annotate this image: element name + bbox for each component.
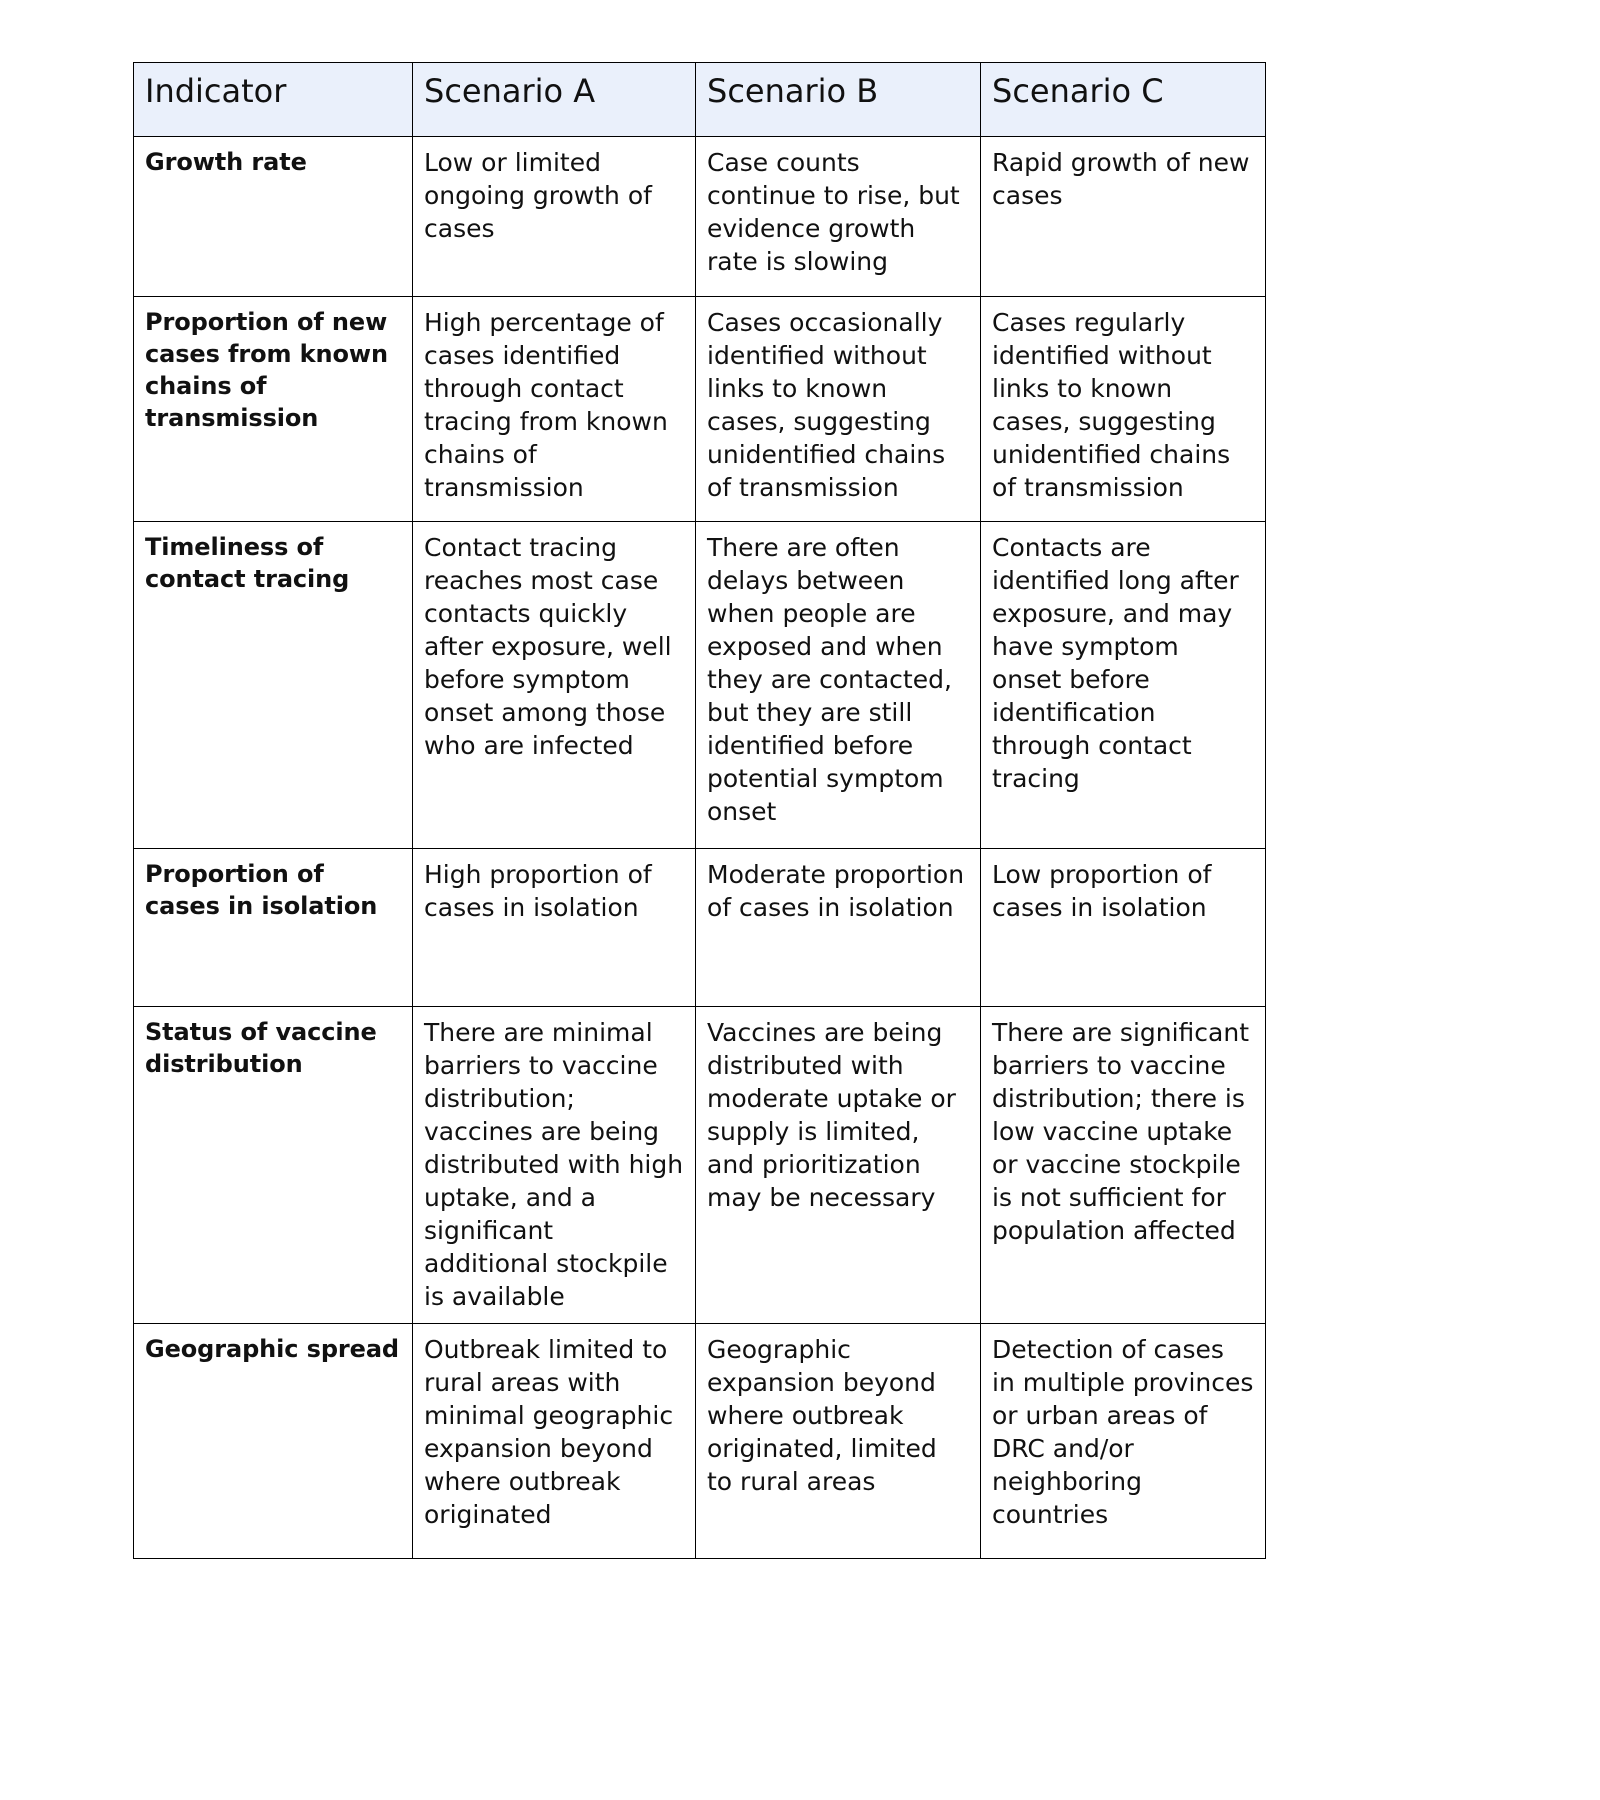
cell-scenario-c: Detection of cases in multiple provinces or urban areas of DRC and/or neighboring countries [981,1324,1266,1559]
table-body [134,137,1266,1559]
table-row [134,1324,1266,1559]
table-row [134,137,1266,297]
cell-scenario-b: Geographic expansion beyond where outbreak originated, limited to rural areas [696,1324,981,1559]
column-header-indicator: Indicator [134,63,413,137]
scenario-comparison-table-container [133,62,1265,1559]
cell-indicator: Status of vaccine distribution [134,1007,413,1324]
cell-scenario-c: There are significant barriers to vaccine distribution; there is low vaccine uptake or vaccine stockpile is not sufficient for population affected [981,1007,1266,1324]
cell-scenario-c: Low proportion of cases in isolation [981,849,1266,1007]
column-header-scenario-b: Scenario B [696,63,981,137]
cell-scenario-b: Case counts continue to rise, but evidence growth rate is slowing [696,137,981,297]
table-header-row [134,63,1266,137]
cell-scenario-b: Cases occasionally identified without links to known cases, suggesting unidentified chains of transmission [696,297,981,522]
scenario-comparison-table [133,62,1266,1559]
cell-scenario-b: Moderate proportion of cases in isolation [696,849,981,1007]
table-row [134,849,1266,1007]
table-row [134,297,1266,522]
table-row [134,1007,1266,1324]
cell-indicator: Growth rate [134,137,413,297]
cell-scenario-a: There are minimal barriers to vaccine distribution; vaccines are being distributed with high uptake, and a significant additional stockpile is available [413,1007,696,1324]
column-header-scenario-c: Scenario C [981,63,1266,137]
cell-scenario-b: There are often delays between when people are exposed and when they are contacted, but they are still identified before potential symptom onset [696,522,981,849]
table-header [134,63,1266,137]
column-header-scenario-a: Scenario A [413,63,696,137]
cell-scenario-b: Vaccines are being distributed with moderate uptake or supply is limited, and prioritization may be necessary [696,1007,981,1324]
cell-scenario-a: Low or limited ongoing growth of cases [413,137,696,297]
cell-indicator: Proportion of cases in isolation [134,849,413,1007]
cell-indicator: Proportion of new cases from known chains of transmission [134,297,413,522]
cell-scenario-a: High proportion of cases in isolation [413,849,696,1007]
cell-indicator: Timeliness of contact tracing [134,522,413,849]
cell-scenario-c: Contacts are identified long after exposure, and may have symptom onset before identification through contact tracing [981,522,1266,849]
cell-scenario-a: Contact tracing reaches most case contacts quickly after exposure, well before symptom onset among those who are infected [413,522,696,849]
cell-scenario-a: Outbreak limited to rural areas with minimal geographic expansion beyond where outbreak originated [413,1324,696,1559]
cell-indicator: Geographic spread [134,1324,413,1559]
cell-scenario-a: High percentage of cases identified through contact tracing from known chains of transmission [413,297,696,522]
cell-scenario-c: Cases regularly identified without links to known cases, suggesting unidentified chains of transmission [981,297,1266,522]
table-row [134,522,1266,849]
cell-scenario-c: Rapid growth of new cases [981,137,1266,297]
